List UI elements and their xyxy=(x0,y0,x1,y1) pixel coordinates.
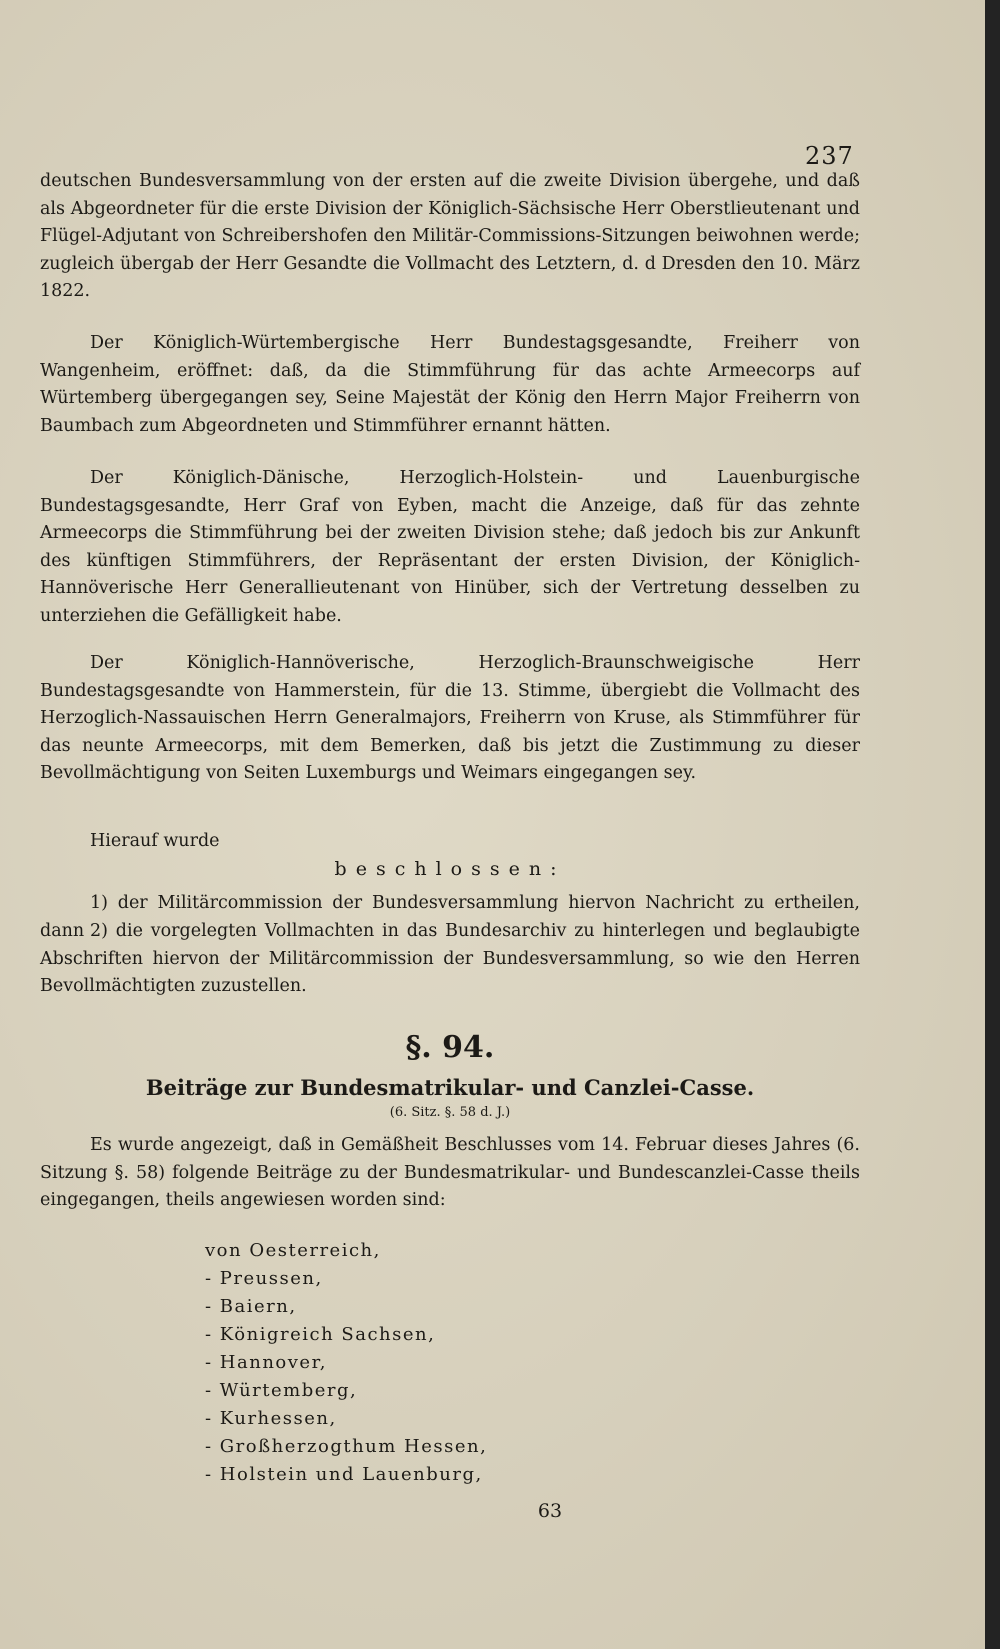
contributor-9: - Holstein und Lauenburg, xyxy=(205,1464,483,1485)
paragraph-2: Der Königlich-Würtembergische Herr Bundestagsgesandte, Freiherr von Wangenheim, eröffnet: daß, da die Stimmführung für das achte Armeecorps auf Würtemberg übergegangen sey, Seine Majestät der König den Herrn Major Freiherrn von Baumbach zum Abgeordneten und Stimmführer ernannt hätten. xyxy=(40,333,860,436)
page-edge xyxy=(985,0,1000,1649)
section-number: §. 94. xyxy=(405,1030,495,1065)
contributor-1: von Oesterreich, xyxy=(205,1240,381,1261)
resolved-word: beschlossen: xyxy=(334,858,566,880)
page-number: 237 xyxy=(805,142,854,170)
resolution-2: 2) die vorgelegten Vollmachten in das Bundesarchiv zu hinterlegen und beglaubigte Abschriften hiervon der Militärcommission der Bundesversammlung, so wie den Herren Bevollmächtigten zuzustellen. xyxy=(40,921,860,996)
section-title: Beiträge zur Bundesmatrikular- und Canzlei-Casse. xyxy=(145,1075,755,1100)
contributor-5: - Hannover, xyxy=(205,1352,327,1373)
paragraph-1: deutschen Bundesversammlung von der ersten auf die zweite Division übergehe, und daß als Abgeordneter für die erste Division der Königlich-Sächsische Herr Oberstlieutenant und Flügel-Adjutant von Schreibershofen den Militär-Commissions-Sitzungen beiwohnen werde; zugleich übergab der Herr Gesandte die Vollmacht des Letztern, d. d Dresden den 10. März 1822. xyxy=(40,171,860,301)
resolution-1: 1) der Militärcommission der Bundesversammlung hiervon Nachricht zu ertheilen, dann xyxy=(40,893,860,941)
signature-mark: 63 xyxy=(537,1500,563,1522)
section-intro: Es wurde angezeigt, daß in Gemäßheit Beschlusses vom 14. Februar dieses Jahres (6. Sitzung §. 58) folgende Beiträge zu der Bundesmatrikular- und Bundescanzlei-Casse theils eingegangen, theils angewiesen worden sind: xyxy=(40,1135,860,1210)
contributor-2: - Preussen, xyxy=(205,1268,323,1289)
paragraph-4: Der Königlich-Hannöverische, Herzoglich-Braunschweigische Herr Bundestagsgesandte von Hammerstein, für die 13. Stimme, übergiebt die Vollmacht des Herzoglich-Nassauischen Herrn Generalmajors, Freiherrn von Kruse, als Stimmführer für das neunte Armeecorps, mit dem Bemerken, daß bis jetzt die Zustimmung zu dieser Bevollmächtigung von Seiten Luxemburgs und Weimars eingegangen sey. xyxy=(40,653,860,783)
contributor-8: - Großherzogthum Hessen, xyxy=(205,1436,488,1457)
contributor-4: - Königreich Sachsen, xyxy=(205,1324,436,1345)
paragraph-3: Der Königlich-Dänische, Herzoglich-Holstein- und Lauenburgische Bundestagsgesandte, Herr Graf von Eyben, macht die Anzeige, daß für das zehnte Armeecorps die Stimmführung bei der zweiten Division stehe; daß jedoch bis zur Ankunft des künftigen Stimmführers, der Repräsentant der ersten Division, der Königlich-Hannöverische Herr Generallieutenant von Hinüber, sich der Vertretung desselben zu unterziehen die Gefälligkeit habe. xyxy=(40,468,860,626)
contributor-7: - Kurhessen, xyxy=(205,1408,337,1429)
contributor-6: - Würtemberg, xyxy=(205,1380,358,1401)
section-reference: (6. Sitz. §. 58 d. J.) xyxy=(389,1105,511,1120)
contributor-3: - Baiern, xyxy=(205,1296,297,1317)
resolution-intro: Hierauf wurde xyxy=(90,831,220,851)
